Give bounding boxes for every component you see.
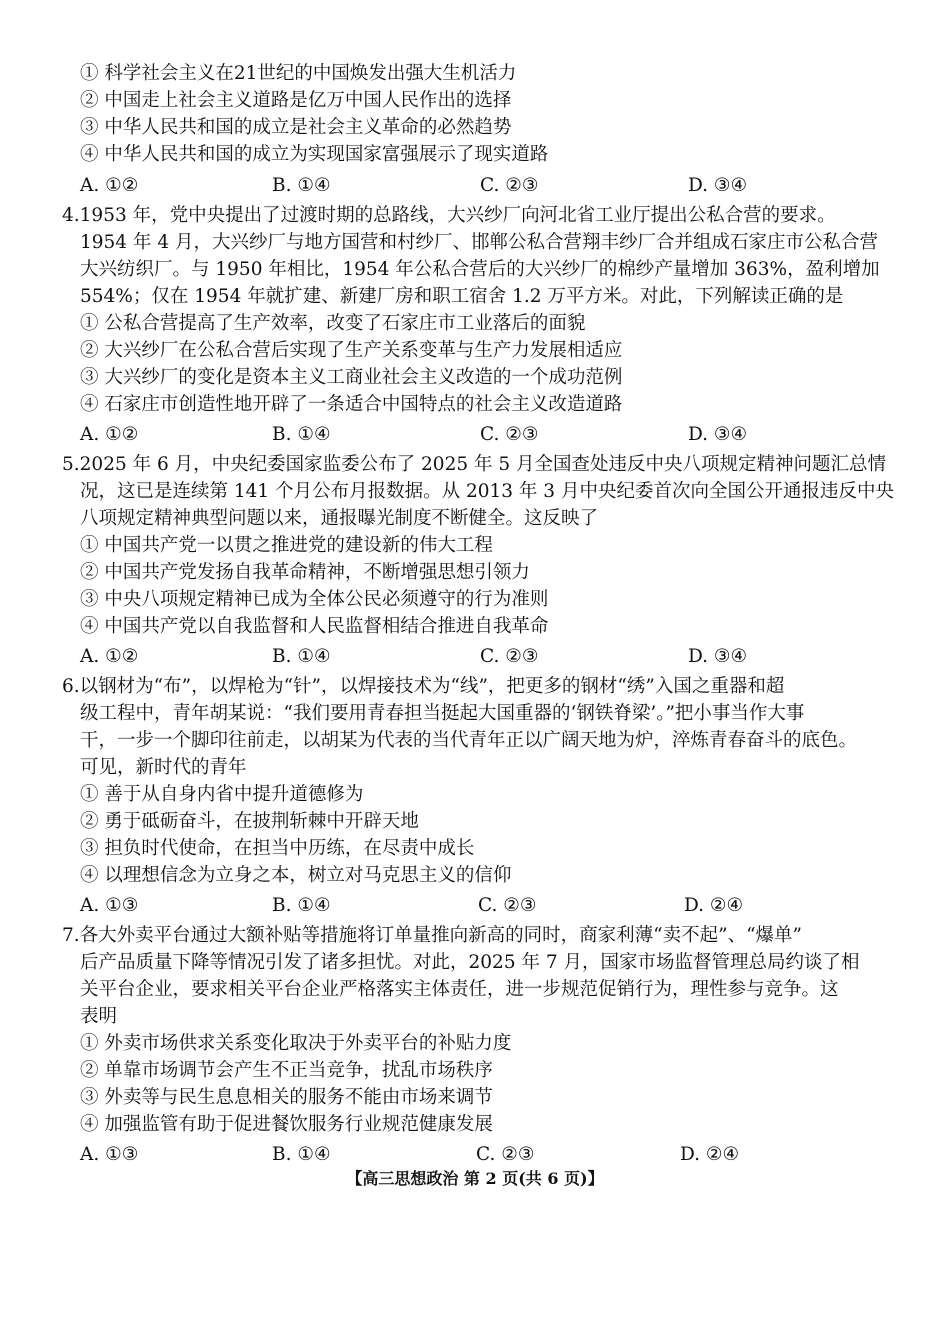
q5-stem-line-2: 况，这已是连续第 141 个月公布月报数据。从 2013 年 3 月中央纪委首次向全国公开通报违反中央 [80, 481, 894, 502]
q6-choices [80, 892, 880, 919]
q5-stem-line-1: 5.2025 年 6 月，中央纪委国家监委公布了 2025 年 5 月全国查处违反中央八项规定精神问题汇总情 [62, 454, 887, 475]
q4-choice-c[interactable]: C. ②③ [480, 424, 539, 445]
q4-stem-line-2: 1954 年 4 月，大兴纱厂与地方国营和村纱厂、邯郸公私合营翔丰纱厂合并组成石家庄市公私合营 [80, 232, 878, 253]
q4-choice-a[interactable]: A. ①② [80, 424, 139, 445]
q3-statement-1: ① 科学社会主义在21世纪的中国焕发出强大生机活力 [80, 63, 517, 84]
q6-choice-d[interactable]: D. ②④ [684, 895, 744, 916]
q3-statement-3: ③ 中华人民共和国的成立是社会主义革命的必然趋势 [80, 117, 512, 138]
q7-choice-c[interactable]: C. ②③ [476, 1144, 535, 1165]
q7-stem-line-4: 表明 [80, 1006, 118, 1027]
q4-stem-line-3: 大兴纺织厂。与 1950 年相比，1954 年公私合营后的大兴纱厂的棉纱产量增加 363%，盈利增加 [80, 259, 880, 280]
q7-choice-d[interactable]: D. ②④ [680, 1144, 740, 1165]
q6-statement-2: ② 勇于砥砺奋斗，在披荆斩棘中开辟天地 [80, 811, 419, 832]
q3-statement-2: ② 中国走上社会主义道路是亿万中国人民作出的选择 [80, 90, 512, 111]
q6-choice-c[interactable]: C. ②③ [478, 895, 537, 916]
q5-choice-d[interactable]: D. ③④ [688, 646, 748, 667]
q6-statement-1: ① 善于从自身内省中提升道德修为 [80, 784, 364, 805]
q4-statement-4: ④ 石家庄市创造性地开辟了一条适合中国特点的社会主义改造道路 [80, 394, 623, 415]
q6-choice-a[interactable]: A. ①③ [80, 895, 139, 916]
q7-stem-line-2: 后产品质量下降等情况引发了诸多担忧。对此，2025 年 7 月，国家市场监督管理总局约谈了相 [80, 952, 860, 973]
q5-stem-line-3: 八项规定精神典型问题以来，通报曝光制度不断健全。这反映了 [80, 508, 599, 529]
q5-statement-1: ① 中国共产党一以贯之推进党的建设新的伟大工程 [80, 535, 493, 556]
q5-statement-2: ② 中国共产党发扬自我革命精神，不断增强思想引领力 [80, 562, 530, 583]
q7-choice-b[interactable]: B. ①④ [272, 1144, 331, 1165]
q6-statement-3: ③ 担负时代使命，在担当中历练，在尽责中成长 [80, 838, 475, 859]
q3-choices [80, 172, 880, 199]
q5-choices [80, 643, 880, 670]
q7-stem-line-1: 7.各大外卖平台通过大额补贴等措施将订单量推向新高的同时，商家利薄“卖不起”、“爆单” [62, 925, 802, 946]
q6-stem-line-1: 6.以钢材为“布”，以焊枪为“针”，以焊接技术为“线”，把更多的钢材“绣”入国之重器和超 [62, 676, 785, 697]
q4-statement-2: ② 大兴纱厂在公私合营后实现了生产关系变革与生产力发展相适应 [80, 340, 623, 361]
q7-stem-line-3: 关平台企业，要求相关平台企业严格落实主体责任，进一步规范促销行为，理性参与竞争。这 [80, 979, 839, 1000]
q6-stem-line-2: 级工程中，青年胡某说：“我们要用青春担当挺起大国重器的‘钢铁脊梁’。”把小事当作大事 [80, 703, 805, 724]
q3-statement-4: ④ 中华人民共和国的成立为实现国家富强展示了现实道路 [80, 144, 549, 165]
q7-statement-3: ③ 外卖等与民生息息相关的服务不能由市场来调节 [80, 1087, 493, 1108]
q4-statement-1: ① 公私合营提高了生产效率，改变了石家庄市工业落后的面貌 [80, 313, 586, 334]
q4-stem-line-1: 4.1953 年，党中央提出了过渡时期的总路线，大兴纱厂向河北省工业厅提出公私合营的要求。 [62, 205, 836, 226]
q5-choice-c[interactable]: C. ②③ [480, 646, 539, 667]
page-footer: 【高三思想政治 第 2 页(共 6 页)】 [346, 1169, 604, 1188]
q7-choice-a[interactable]: A. ①③ [80, 1144, 139, 1165]
q5-statement-4: ④ 中国共产党以自我监督和人民监督相结合推进自我革命 [80, 616, 549, 637]
q5-choice-b[interactable]: B. ①④ [272, 646, 331, 667]
q5-statement-3: ③ 中央八项规定精神已成为全体公民必须遵守的行为准则 [80, 589, 549, 610]
q3-choice-d[interactable]: D. ③④ [688, 175, 748, 196]
q3-choice-b[interactable]: B. ①④ [272, 175, 331, 196]
q6-statement-4: ④ 以理想信念为立身之本，树立对马克思主义的信仰 [80, 865, 512, 886]
q7-statement-1: ① 外卖市场供求关系变化取决于外卖平台的补贴力度 [80, 1033, 512, 1054]
q4-choices [80, 421, 880, 448]
q6-stem-line-3: 干，一步一个脚印往前走，以胡某为代表的当代青年正以广阔天地为炉，淬炼青春奋斗的底色。 [80, 730, 858, 751]
q6-stem-line-4: 可见，新时代的青年 [80, 757, 247, 778]
q3-choice-a[interactable]: A. ①② [80, 175, 139, 196]
q7-statement-4: ④ 加强监管有助于促进餐饮服务行业规范健康发展 [80, 1114, 493, 1135]
q6-choice-b[interactable]: B. ①④ [272, 895, 331, 916]
q3-choice-c[interactable]: C. ②③ [480, 175, 539, 196]
q4-statement-3: ③ 大兴纱厂的变化是资本主义工商业社会主义改造的一个成功范例 [80, 367, 623, 388]
q7-statement-2: ② 单靠市场调节会产生不正当竞争，扰乱市场秩序 [80, 1060, 493, 1081]
q4-stem-line-4: 554%；仅在 1954 年就扩建、新建厂房和职工宿舍 1.2 万平方米。对此，下列解读正确的是 [80, 286, 844, 307]
q5-choice-a[interactable]: A. ①② [80, 646, 139, 667]
q4-choice-d[interactable]: D. ③④ [688, 424, 748, 445]
q4-choice-b[interactable]: B. ①④ [272, 424, 331, 445]
q7-choices [80, 1141, 880, 1168]
